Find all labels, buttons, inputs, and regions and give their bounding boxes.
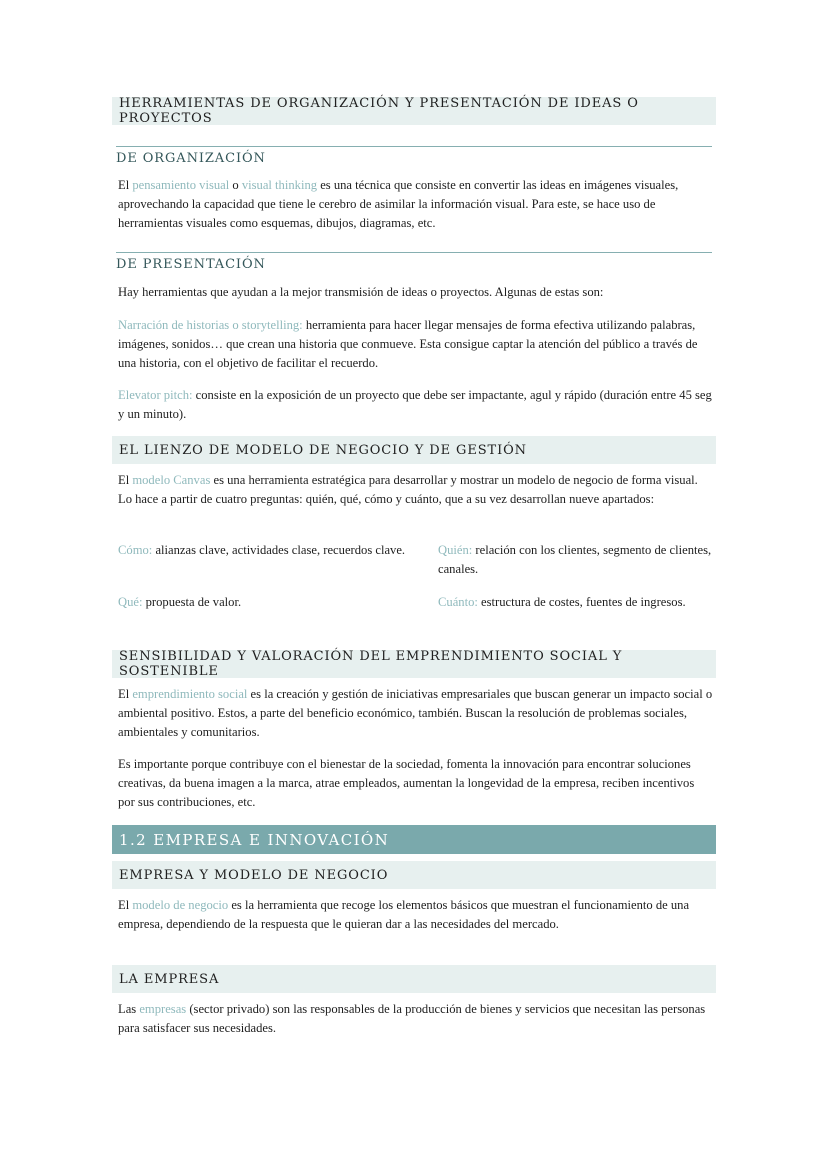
canvas-quien: Quién: relación con los clientes, segmento de clientes, canales. [438,543,712,576]
term-emprendimiento-social: emprendimiento social [132,687,248,701]
sensibilidad-paragraph-1: El emprendimiento social es la creación y gestión de iniciativas empresariales que buscan generar un impacto social o ambiental positivo. Estos, a parte del beneficio económico, también. Buscan la resolución de problemas sociales, ambientales y comunitarios. [118,687,713,739]
organizacion-heading: DE ORGANIZACIÓN [116,146,712,166]
organizacion-paragraph: El pensamiento visual o visual thinking es una técnica que consiste en convertir las ideas en imágenes visuales, aprovechando la capacidad que tiene le cerebro de asimilar la información visual. Para este, se hace uso de herramientas visuales como esquemas, dibujos, diagramas, etc. [118,178,679,230]
term-elevator-pitch: Elevator pitch: [118,388,193,402]
canvas-que: Qué: propuesta de valor. [118,595,242,609]
elevator-pitch-paragraph: Elevator pitch: consiste en la exposición de un proyecto que debe ser impactante, agul y rápido (duración entre 45 seg y un minuto). [118,388,712,421]
la-empresa-heading: LA EMPRESA [112,965,716,993]
empresa-modelo-heading: EMPRESA Y MODELO DE NEGOCIO [112,861,716,889]
canvas-como: Cómo: alianzas clave, actividades clase, recuerdos clave. [118,543,406,557]
sensibilidad-heading: SENSIBILIDAD Y VALORACIÓN DEL EMPRENDIMIENTO SOCIAL Y SOSTENIBLE [112,650,716,678]
la-empresa-paragraph: Las empresas (sector privado) son las responsables de la producción de bienes y servicios que necesitan las personas para satisfacer sus necesidades. [118,1002,706,1035]
sensibilidad-paragraph-2: Es importante porque contribuye con el bienestar de la sociedad, fomenta la innovación para encontrar soluciones creativas, da buena imagen a la marca, atrae empleados, aumentan la longevidad de la empresa, reciben incentivos por sus contribuciones, etc. [118,757,695,809]
term-storytelling: Narración de historias o storytelling: [118,318,303,332]
term-modelo-canvas: modelo Canvas [132,473,211,487]
lienzo-heading: EL LIENZO DE MODELO DE NEGOCIO Y DE GESTIÓN [112,436,716,464]
term-pensamiento-visual: pensamiento visual [132,178,230,192]
storytelling-paragraph: Narración de historias o storytelling: herramienta para hacer llegar mensajes de forma efectiva utilizando palabras, imágenes, sonidos… que crean una historia que conmueve. Esta consigue captar la atención del público a través de una historia, con el objetivo de facilitar el recuerdo. [118,318,698,370]
chapter-title: 1.2 EMPRESA E INNOVACIÓN [112,825,716,854]
empresa-modelo-paragraph: El modelo de negocio es la herramienta que recoge los elementos básicos que muestran el funcionamiento de una empresa, dependiendo de la respuesta que le quieran dar a las necesidades del mercado. [118,898,690,931]
main-section-title: HERRAMIENTAS DE ORGANIZACIÓN Y PRESENTACIÓN DE IDEAS O PROYECTOS [112,97,716,125]
presentacion-heading: DE PRESENTACIÓN [116,252,712,272]
term-empresas: empresas [139,1002,187,1016]
term-modelo-de-negocio: modelo de negocio [132,898,229,912]
presentacion-intro: Hay herramientas que ayudan a la mejor transmisión de ideas o proyectos. Algunas de estas son: [118,285,604,299]
term-visual-thinking: visual thinking [241,178,318,192]
lienzo-paragraph: El modelo Canvas es una herramienta estratégica para desarrollar y mostrar un modelo de negocio de forma visual. Lo hace a partir de cuatro preguntas: quién, qué, cómo y cuánto, que a su vez desarrollan nueve apartados: [118,473,698,506]
canvas-cuanto: Cuánto: estructura de costes, fuentes de ingresos. [438,595,686,609]
